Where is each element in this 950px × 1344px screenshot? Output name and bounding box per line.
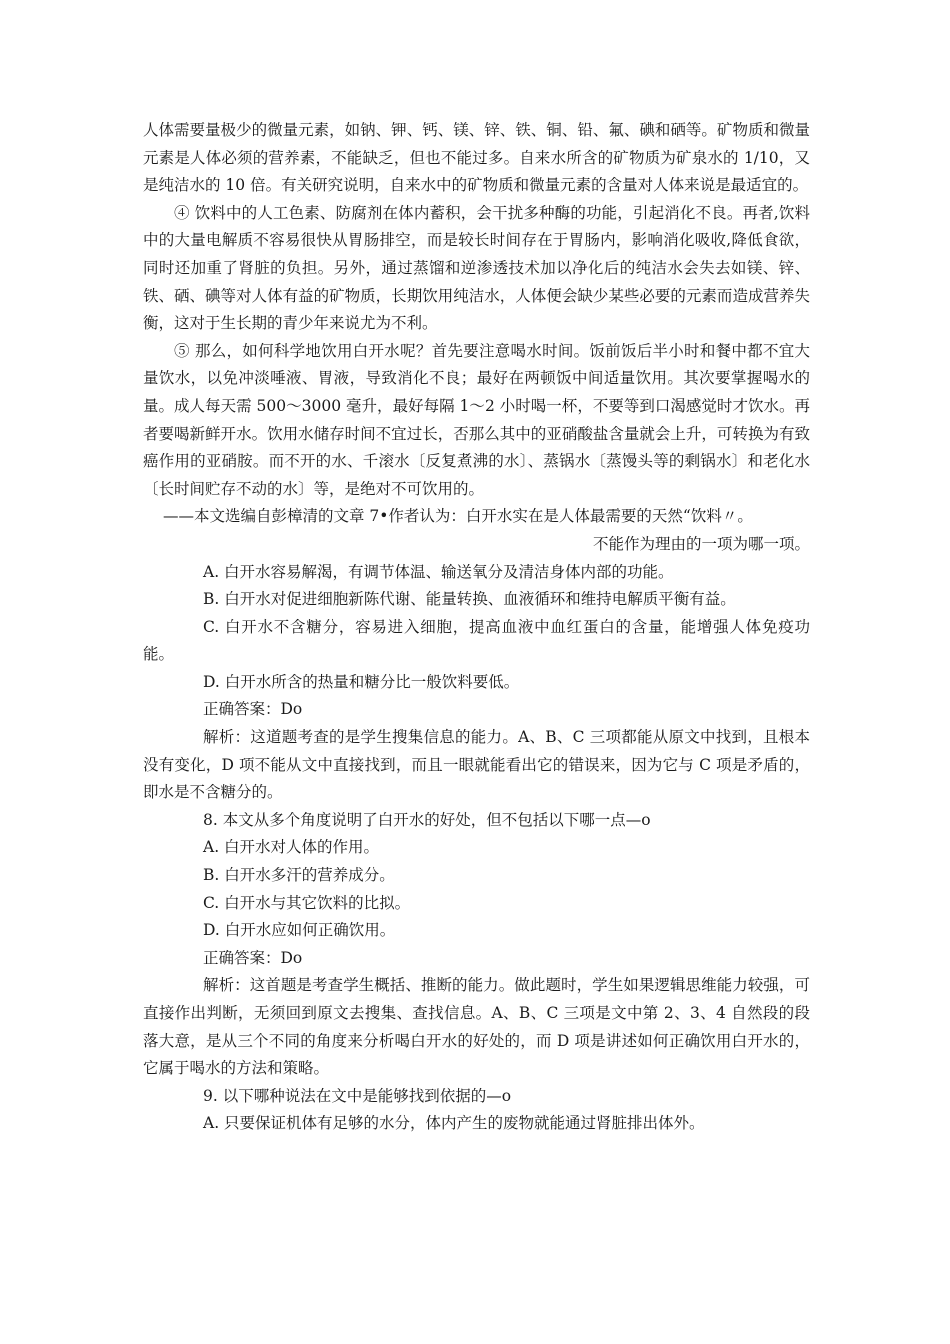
source-and-question-7: ——本文选编自彭樟清的文章 7•作者认为：白开水实在是人体最需要的天然“饮料〃。 [163, 507, 753, 526]
document-page [143, 117, 810, 1138]
paragraph-3-tail: 人体需要量极少的微量元素，如钠、钾、钙、镁、锌、铁、铜、铅、氟、碘和硒等。矿物质和微量元素是人体必须的营养素，不能缺乏，但也不能过多。自来水所含的矿物质为矿泉水的 1/10，又是纯洁水的 10 倍。有关研究说明，自来水中的矿物质和微量元素的含量对人体来说是最适宜的。 [143, 121, 810, 195]
q8-option-d: D. 白开水应如何正确饮用。 [203, 921, 396, 940]
q7-analysis: 解析：这道题考查的是学生搜集信息的能力。A、B、C 三项都能从原文中找到，且根本没有变化，D 项不能从文中直接找到，而且一眼就能看出它的错误来，因为它与 C 项是矛盾的，即水是不含糖分的。 [143, 728, 810, 802]
q8-analysis: 解析：这首题是考查学生概括、推断的能力。做此题时，学生如果逻辑思维能力较强，可直接作出判断，无须回到原文去搜集、查找信息。A、B、C 三项是文中第 2、3、4 自然段的段落大意，是从三个不同的角度来分析喝白开水的好处的，而 D 项是讲述如何正确饮用白开水的，它属于喝水的方法和策略。 [143, 976, 810, 1078]
q9-option-a: A. 只要保证机体有足够的水分，体内产生的废物就能通过肾脏排出体外。 [203, 1114, 705, 1133]
q8-option-a: A. 白开水对人体的作用。 [203, 838, 380, 857]
q9-stem: 9. 以下哪种说法在文中是能够找到依据的—o [203, 1086, 512, 1105]
q8-answer: 正确答案：Do [203, 948, 303, 967]
q7-answer: 正确答案：Do [203, 700, 303, 719]
q7-option-d: D. 白开水所含的热量和糖分比一般饮料要低。 [203, 672, 520, 691]
q8-stem: 8. 本文从多个角度说明了白开水的好处，但不包括以下哪一点—o [203, 810, 651, 829]
q8-option-b: B. 白开水多汗的营养成分。 [203, 866, 395, 885]
q7-option-c: C. 白开水不含糖分，容易进入细胞，提高血液中血红蛋白的含量，能增强人体免疫功能。 [143, 617, 810, 664]
paragraph-4: ④ 饮料中的人工色素、防腐剂在体内蓄积，会干扰多种酶的功能，引起消化不良。再者,饮料中的大量电解质不容易很快从胃肠排空，而是较长时间存在于胃肠内，影响消化吸收,降低食欲，同时还加重了肾脏的负担。另外，通过蒸馏和逆渗透技术加以净化后的纯洁水会失去如镁、锌、铁、硒、碘等对人体有益的矿物质，长期饮用纯洁水，人体便会缺少某些必要的元素而造成营养失衡，这对于生长期的青少年来说尤为不利。 [143, 203, 810, 333]
q7-option-a: A. 白开水容易解渴，有调节体温、输送氧分及清洁身体内部的功能。 [203, 562, 674, 581]
paragraph-5: ⑤ 那么，如何科学地饮用白开水呢？首先要注意喝水时间。饭前饭后半小时和餐中都不宜大量饮水，以免冲淡唾液、胃液，导致消化不良；最好在两顿饭中间适量饮用。其次要掌握喝水的量。成人每天需 500～3000 毫升，最好每隔 1～2 小时喝一杯，不要等到口渴感觉时才饮水。再者要喝新鲜开水。饮用水储存时间不宜过长，否那么其中的亚硝酸盐含量就会上升，可转换为有致癌作用的亚硝胺。而不开的水、千滚水〔反复煮沸的水〕、蒸锅水〔蒸馒头等的剩锅水〕和老化水〔长时间贮存不动的水〕等，是绝对不可饮用的。 [143, 341, 810, 498]
q7-option-b: B. 白开水对促进细胞新陈代谢、能量转换、血液循环和维持电解质平衡有益。 [203, 590, 736, 609]
q8-option-c: C. 白开水与其它饮料的比拟。 [203, 893, 411, 912]
question-7-stem-tail: 不能作为理由的一项为哪一项。 [592, 534, 810, 553]
